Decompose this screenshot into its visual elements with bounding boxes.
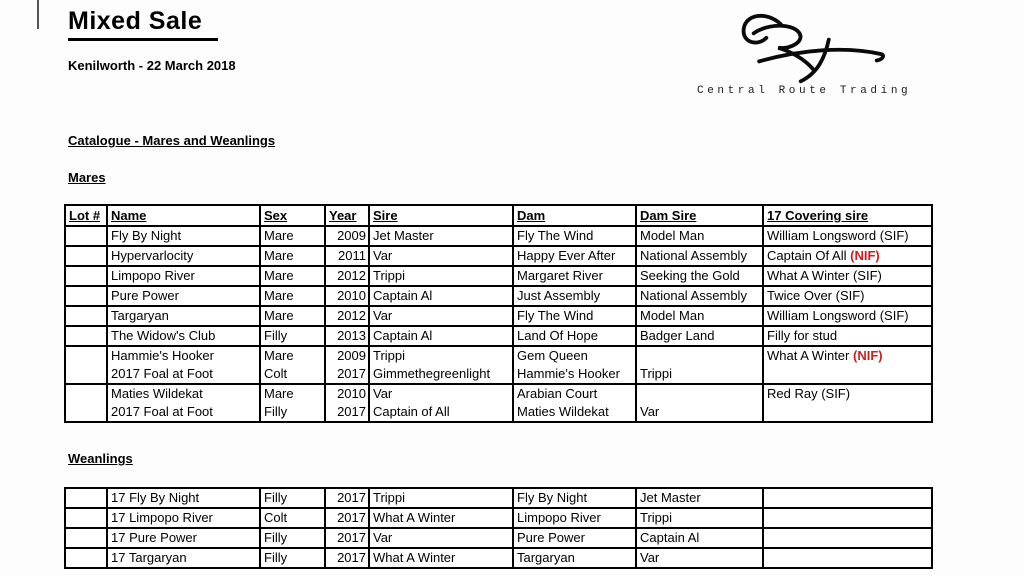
cell-line: Mare — [264, 228, 294, 243]
cell-line: 2010 — [337, 386, 366, 401]
header-sex: Sex — [260, 205, 325, 226]
cell-line: Fly By Night — [517, 490, 588, 505]
cell-sire — [369, 548, 513, 568]
cell-name — [107, 326, 260, 346]
table-row — [65, 548, 932, 568]
cell-lot — [65, 326, 107, 346]
cell-line: Pure Power — [517, 530, 585, 545]
cell-line — [767, 509, 928, 527]
cell-line — [640, 385, 759, 403]
cell-line: Filly — [264, 530, 288, 545]
cell-line: Badger Land — [640, 328, 715, 343]
cell-dam — [513, 548, 636, 568]
cell-lot — [65, 508, 107, 528]
table-row — [65, 528, 932, 548]
cell-sire — [369, 326, 513, 346]
cell-line: Jet Master — [373, 228, 434, 243]
cell-sex — [260, 488, 325, 508]
cell-line: Jet Master — [640, 490, 701, 505]
catalogue-heading: Catalogue - Mares and Weanlings — [68, 133, 276, 148]
header-sire: Sire — [369, 205, 513, 226]
cell-covering — [763, 226, 932, 246]
cell-sex — [260, 548, 325, 568]
cell-name — [107, 246, 260, 266]
cell-line: Land Of Hope — [517, 328, 598, 343]
cell-dam_sire — [636, 246, 763, 266]
cell-line — [69, 509, 103, 527]
cell-lot — [65, 286, 107, 306]
cell-dam_sire — [636, 384, 763, 422]
cell-dam — [513, 286, 636, 306]
cell-line: Hammie's Hooker — [111, 348, 214, 363]
cell-covering — [763, 286, 932, 306]
cell-year — [325, 326, 369, 346]
cell-line: Mare — [264, 248, 294, 263]
cell-dam — [513, 488, 636, 508]
cell-dam_sire — [636, 346, 763, 384]
cell-lot — [65, 528, 107, 548]
cell-year — [325, 306, 369, 326]
cell-line: Var — [373, 386, 393, 401]
cell-name — [107, 488, 260, 508]
header-dam: Dam — [513, 205, 636, 226]
cell-line: Mare — [264, 308, 294, 323]
cell-line: What A Winter — [373, 510, 456, 525]
cell-name — [107, 346, 260, 384]
cell-year — [325, 508, 369, 528]
cell-line: William Longsword (SIF) — [767, 228, 909, 243]
cell-dam — [513, 508, 636, 528]
cell-dam_sire — [636, 286, 763, 306]
cell-line: Limpopo River — [111, 268, 195, 283]
cell-line: Filly — [264, 550, 288, 565]
cell-name — [107, 286, 260, 306]
cell-sire — [369, 528, 513, 548]
cell-line: 2013 — [337, 328, 366, 343]
cell-line — [767, 489, 928, 507]
cell-name — [107, 266, 260, 286]
cell-line: Happy Ever After — [517, 248, 616, 263]
cell-sex — [260, 226, 325, 246]
cell-line: Filly — [264, 490, 288, 505]
cell-line: Fly The Wind — [517, 308, 594, 323]
cell-line: Hypervarlocity — [111, 248, 194, 263]
table-row — [65, 286, 932, 306]
cell-line: Var — [373, 248, 393, 263]
cell-line — [767, 549, 928, 567]
table-row — [65, 266, 932, 286]
cell-sire — [369, 384, 513, 422]
cell-line: Mare — [264, 268, 294, 283]
cell-line: Colt — [264, 366, 288, 381]
cell-lot — [65, 246, 107, 266]
cell-line — [69, 227, 103, 245]
cell-line: 2017 — [337, 530, 366, 545]
cell-line: 17 Limpopo River — [111, 510, 213, 525]
cell-line: Margaret River — [517, 268, 603, 283]
cell-sex — [260, 246, 325, 266]
cell-dam_sire — [636, 326, 763, 346]
cell-sex — [260, 346, 325, 384]
cell-line: Arabian Court — [517, 386, 598, 401]
cell-dam — [513, 326, 636, 346]
table-row — [65, 488, 932, 508]
cell-dam — [513, 266, 636, 286]
cell-line — [69, 356, 103, 374]
cell-line: Hammie's Hooker — [517, 366, 620, 381]
cell-covering — [763, 346, 932, 384]
cell-line — [767, 365, 928, 383]
cell-line: William Longsword (SIF) — [767, 308, 909, 323]
cell-dam — [513, 246, 636, 266]
cell-line: Pure Power — [111, 288, 179, 303]
crt-monogram-icon — [703, 8, 893, 84]
cell-line — [767, 403, 928, 421]
cell-sex — [260, 306, 325, 326]
cell-line: Gem Queen — [517, 348, 588, 363]
cell-year — [325, 488, 369, 508]
cell-line: Captain Of All (NIF) — [767, 248, 880, 263]
cell-sex — [260, 266, 325, 286]
cell-year — [325, 528, 369, 548]
cell-covering — [763, 326, 932, 346]
cell-line: Mare — [264, 386, 294, 401]
cell-line: Trippi — [640, 366, 673, 381]
table-row — [65, 508, 932, 528]
cell-line: Mare — [264, 348, 294, 363]
cell-line: What A Winter — [373, 550, 456, 565]
cell-year — [325, 286, 369, 306]
cell-line: Captain Al — [640, 530, 700, 545]
cell-year — [325, 548, 369, 568]
table-row — [65, 326, 932, 346]
cell-dam_sire — [636, 508, 763, 528]
cell-dam — [513, 306, 636, 326]
header-name: Name — [107, 205, 260, 226]
cell-covering — [763, 384, 932, 422]
cell-sire — [369, 286, 513, 306]
cell-line: 2009 — [337, 228, 366, 243]
cell-line: Captain Al — [373, 288, 433, 303]
header-row — [65, 205, 932, 226]
cell-line — [69, 267, 103, 285]
cell-line: 2012 — [337, 308, 366, 323]
cell-line: Model Man — [640, 228, 705, 243]
cell-sire — [369, 508, 513, 528]
cell-sire — [369, 246, 513, 266]
cell-line: What A Winter (SIF) — [767, 268, 882, 283]
cell-covering — [763, 528, 932, 548]
cell-line — [69, 327, 103, 345]
cell-line: Trippi — [373, 268, 406, 283]
cell-lot — [65, 306, 107, 326]
cell-line: 2017 — [337, 490, 366, 505]
cell-line: Var — [373, 530, 393, 545]
cell-line: 2017 — [337, 404, 366, 419]
table-row — [65, 226, 932, 246]
cell-sex — [260, 384, 325, 422]
cell-covering — [763, 266, 932, 286]
cell-sire — [369, 488, 513, 508]
cell-line: Var — [640, 404, 660, 419]
cell-line — [69, 307, 103, 325]
cell-line — [69, 394, 103, 412]
cell-line: Var — [373, 308, 393, 323]
cell-line: Trippi — [640, 510, 673, 525]
crt-logo — [697, 8, 912, 97]
scan-artifact-line — [37, 0, 39, 29]
cell-dam_sire — [636, 266, 763, 286]
cell-line — [69, 549, 103, 567]
cell-dam — [513, 528, 636, 548]
cell-line: Gimmethegreenlight — [373, 366, 491, 381]
cell-line: Maties Wildekat — [517, 404, 609, 419]
cell-covering — [763, 548, 932, 568]
header-covering: 17 Covering sire — [763, 205, 932, 226]
cell-line: Var — [640, 550, 660, 565]
cell-line: Targaryan — [517, 550, 575, 565]
cell-line — [640, 347, 759, 365]
cell-line: 2017 — [337, 550, 366, 565]
cell-line: Just Assembly — [517, 288, 601, 303]
table-row — [65, 306, 932, 326]
cell-line: Maties Wildekat — [111, 386, 203, 401]
cell-line — [69, 529, 103, 547]
cell-line: 2017 Foal at Foot — [111, 366, 213, 381]
cell-lot — [65, 266, 107, 286]
cell-dam — [513, 384, 636, 422]
cell-line: Filly for stud — [767, 328, 838, 343]
cell-sex — [260, 528, 325, 548]
header-lot: Lot # — [65, 205, 107, 226]
cell-line: Trippi — [373, 490, 406, 505]
table-row — [65, 246, 932, 266]
cell-lot — [65, 226, 107, 246]
cell-line: Mare — [264, 288, 294, 303]
cell-lot — [65, 346, 107, 384]
cell-year — [325, 266, 369, 286]
cell-dam_sire — [636, 226, 763, 246]
cell-name — [107, 528, 260, 548]
nif-flag: (NIF) — [852, 348, 883, 363]
cell-sex — [260, 286, 325, 306]
cell-name — [107, 508, 260, 528]
cell-line: 2009 — [337, 348, 366, 363]
cell-line — [69, 489, 103, 507]
cell-year — [325, 246, 369, 266]
cell-line: Captain of All — [373, 404, 450, 419]
cell-line: Filly — [264, 404, 288, 419]
cell-name — [107, 306, 260, 326]
page-title: Mixed Sale — [68, 7, 218, 41]
cell-lot — [65, 488, 107, 508]
cell-line: 2017 — [337, 366, 366, 381]
cell-line: 2017 Foal at Foot — [111, 404, 213, 419]
cell-covering — [763, 488, 932, 508]
nif-flag: (NIF) — [850, 248, 880, 263]
cell-line: 17 Fly By Night — [111, 490, 200, 505]
cell-line: Model Man — [640, 308, 705, 323]
cell-line: Seeking the Gold — [640, 268, 740, 283]
cell-line — [69, 247, 103, 265]
cell-line: 2017 — [337, 510, 366, 525]
cell-line: 2012 — [337, 268, 366, 283]
cell-year — [325, 226, 369, 246]
cell-line: Limpopo River — [517, 510, 601, 525]
cell-covering — [763, 246, 932, 266]
cell-dam_sire — [636, 548, 763, 568]
cell-line: Captain Al — [373, 328, 433, 343]
cell-line — [767, 529, 928, 547]
cell-sire — [369, 306, 513, 326]
sale-date-location: Kenilworth - 22 March 2018 — [68, 58, 236, 73]
cell-dam_sire — [636, 306, 763, 326]
cell-lot — [65, 384, 107, 422]
cell-dam — [513, 226, 636, 246]
cell-sex — [260, 508, 325, 528]
cell-name — [107, 384, 260, 422]
cell-sire — [369, 226, 513, 246]
cell-line: 2010 — [337, 288, 366, 303]
logo-wordmark: Central Route Trading — [697, 85, 912, 97]
header-year: Year — [325, 205, 369, 226]
cell-year — [325, 384, 369, 422]
table-row — [65, 384, 932, 422]
weanlings-table — [64, 487, 933, 569]
cell-line: National Assembly — [640, 288, 747, 303]
header-dam_sire: Dam Sire — [636, 205, 763, 226]
weanlings-section-heading: Weanlings — [68, 451, 133, 466]
cell-line: 2011 — [338, 248, 366, 263]
cell-line: Trippi — [373, 348, 406, 363]
cell-line: 17 Targaryan — [111, 550, 187, 565]
cell-covering — [763, 306, 932, 326]
cell-line: What A Winter (NIF) — [767, 348, 883, 363]
cell-name — [107, 548, 260, 568]
cell-line: Targaryan — [111, 308, 169, 323]
mares-section-heading: Mares — [68, 170, 106, 185]
cell-name — [107, 226, 260, 246]
cell-sire — [369, 346, 513, 384]
cell-dam — [513, 346, 636, 384]
cell-line: 17 Pure Power — [111, 530, 197, 545]
cell-dam_sire — [636, 488, 763, 508]
cell-line: Fly The Wind — [517, 228, 594, 243]
cell-line: The Widow's Club — [111, 328, 216, 343]
cell-dam_sire — [636, 528, 763, 548]
cell-line: National Assembly — [640, 248, 747, 263]
cell-line: Twice Over (SIF) — [767, 288, 865, 303]
cell-line: Filly — [264, 328, 288, 343]
cell-lot — [65, 548, 107, 568]
cell-covering — [763, 508, 932, 528]
cell-line: Fly By Night — [111, 228, 182, 243]
cell-sire — [369, 266, 513, 286]
cell-sex — [260, 326, 325, 346]
table-row — [65, 346, 932, 384]
cell-line: Red Ray (SIF) — [767, 386, 851, 401]
mares-table — [64, 204, 933, 423]
cell-line — [69, 287, 103, 305]
cell-year — [325, 346, 369, 384]
cell-line: Colt — [264, 510, 288, 525]
